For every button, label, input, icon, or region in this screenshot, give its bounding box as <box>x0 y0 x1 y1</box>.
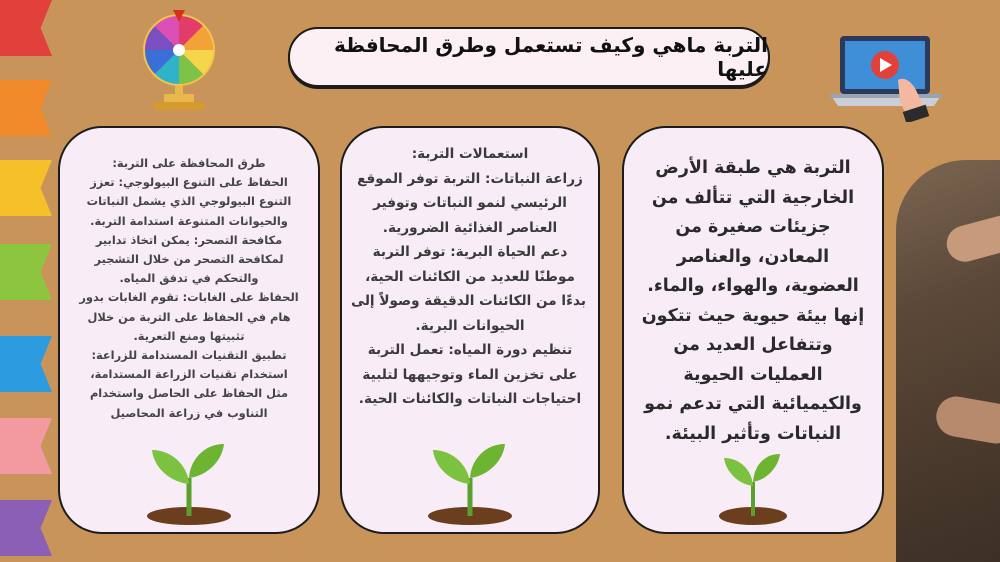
video-laptop-icon[interactable] <box>826 32 946 122</box>
spinning-wheel-icon[interactable] <box>140 8 218 112</box>
uses-line: موطنًا للعديد من الكائنات الحية، <box>365 268 575 285</box>
uses-card <box>340 126 600 534</box>
conservation-line: التنوع البيولوجي الذي يشمل النباتات <box>86 194 292 209</box>
conservation-line: الحفاظ على التنوع البيولوجي: تعزز <box>90 175 288 190</box>
seedling-icon <box>415 430 525 526</box>
conservation-line: التناوب في زراعة المحاصيل <box>110 405 268 420</box>
uses-line: زراعة النباتات: التربة توفر الموقع <box>357 170 583 187</box>
uses-line: الحيوانات البرية. <box>415 317 525 334</box>
ribbon-pink <box>0 418 52 474</box>
conservation-line: الحفاظ على الغابات: تقوم الغابات بدور <box>79 290 299 305</box>
conservation-line: هام في الحفاظ على التربة من خلال <box>87 309 291 324</box>
conservation-line: طرق المحافظة على التربة: <box>112 156 266 170</box>
seedling-icon <box>708 436 798 526</box>
uses-line: العناصر الغذائية الضرورية. <box>382 219 558 236</box>
conservation-line: تثبيتها ومنع التعرية. <box>133 328 245 343</box>
conservation-line: مكافحة التصحر: يمكن اتخاذ تدابير <box>95 232 283 247</box>
conservation-line: استخدام تقنيات الزراعة المستدامة، <box>90 367 288 382</box>
conservation-line: مثل الحفاظ على الحاصل واستخدام <box>89 386 289 401</box>
uses-line: الرئيسي لنمو النباتات وتوفير <box>373 195 567 211</box>
ribbon-bookmarks <box>0 0 60 562</box>
hand-shape <box>943 210 1000 265</box>
ribbon-orange <box>0 80 52 136</box>
soil-photo <box>896 160 1000 562</box>
seedling-icon <box>134 430 244 526</box>
ribbon-red <box>0 0 52 56</box>
uses-line: دعم الحياة البرية: توفر التربة <box>372 244 568 260</box>
conservation-line: لمكافحة التصحر من خلال التشجير <box>94 252 284 267</box>
page-title: التربة ماهي وكيف تستعمل وطرق المحافظة عليها <box>333 33 768 81</box>
conservation-card <box>58 126 320 534</box>
definition-card <box>622 126 884 534</box>
hand-shape <box>933 393 1000 446</box>
title-banner <box>288 27 770 87</box>
conservation-line: تطبيق التقنيات المستدامة للزراعة: <box>91 348 287 363</box>
uses-line: بدءًا من الكائنات الدقيقة وصولاً إلى <box>351 293 586 309</box>
ribbon-purple <box>0 500 52 556</box>
conservation-line: والتحكم في تدفق المياه. <box>119 271 259 286</box>
uses-line: احتياجات النباتات والكائنات الحية. <box>358 391 582 407</box>
ribbon-yellow <box>0 160 52 216</box>
uses-line: استعمالات التربة: <box>411 146 529 162</box>
definition-text: التربة هي طبقة الأرض الخارجية التي تتألف من جزيئات صغيرة من المعادن، والعناصر العضوية، والهواء، والماء. إنها بيئة حيوية حيث تتكون وتتفاعل العديد من العمليات الحيوية والكيميائية التي تدعم نمو النباتات وتأثير البيئة. <box>641 158 865 444</box>
uses-line: تنظيم دورة المياه: تعمل التربة <box>367 342 573 358</box>
uses-line: على تخزين الماء وتوجيهها لتلبية <box>362 366 578 383</box>
ribbon-green <box>0 244 52 300</box>
conservation-line: والحيوانات المتنوعة استدامة التربة. <box>90 213 288 228</box>
ribbon-blue <box>0 336 52 392</box>
